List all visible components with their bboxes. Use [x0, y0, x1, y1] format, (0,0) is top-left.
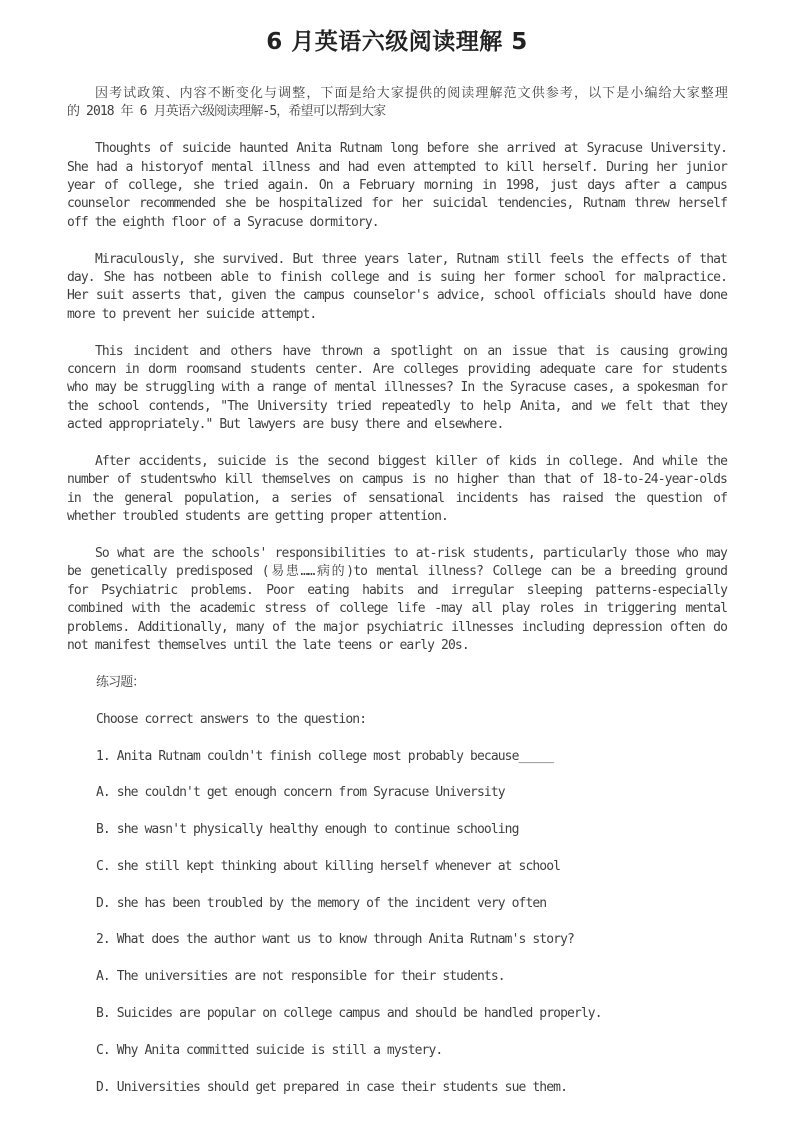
- article-paragraph-5: [67, 545, 727, 655]
- text-line: acted appropriately." But lawyers are busy there and elsewhere.: [67, 417, 504, 433]
- text-line: counselor recommended she be hospitalized for her suicidal tendencies, Rutnam threw herself: [67, 196, 727, 212]
- text-line: off the eighth floor of a Syracuse dormitory.: [67, 214, 379, 230]
- question-1-option-a: A. she couldn't get enough concern from Syracuse University: [96, 785, 505, 801]
- page-title: 6 月英语六级阅读理解 5: [266, 29, 528, 55]
- question-2-option-a: A. The universities are not responsible for their students.: [96, 969, 505, 985]
- text-line: be genetically predisposed (易患……病的)to mental illness? College can be a breeding ground: [67, 564, 727, 580]
- text-line: She had a historyof mental illness and had even attempted to kill herself. During her junior: [67, 159, 727, 175]
- text-line: in the general population, a series of sensational incidents has raised the question of: [67, 490, 727, 506]
- question-2-option-d: D. Universities should get prepared in case their students sue them.: [96, 1079, 568, 1095]
- text-line: whether troubled students are getting proper attention.: [67, 509, 448, 525]
- text-line: day. She has notbeen able to finish college and is suing her former school for malpractice.: [67, 270, 727, 286]
- question-2-stem: 2. What does the author want us to know through Anita Rutnam's story?: [96, 932, 574, 948]
- text-line: This incident and others have thrown a spotlight on an issue that is causing growing: [95, 343, 727, 359]
- text-line: So what are the schools' responsibilities to at-risk students, particularly those who may: [95, 546, 727, 562]
- text-line: Miraculously, she survived. But three years later, Rutnam still feels the effects of that: [95, 251, 727, 267]
- text-line: number of studentswho kill themselves on campus is no higher than that of 18-to-24-year-olds: [67, 472, 727, 488]
- question-1-stem: 1. Anita Rutnam couldn't finish college most probably because_____: [96, 748, 554, 764]
- text-line: more to prevent her suicide attempt.: [67, 306, 317, 322]
- exercise-section-label: 练习题：: [96, 674, 145, 690]
- text-line: year of college, she tried again. On a February morning in 1998, just days after a campus: [67, 178, 727, 194]
- text-line: After accidents, suicide is the second biggest killer of kids in college. And while the: [95, 454, 727, 470]
- question-2-option-b: B. Suicides are popular on college campus and should be handled properly.: [96, 1006, 602, 1022]
- text-line: not manifest themselves until the late teens or early 20s.: [67, 638, 469, 654]
- intro-paragraph: [67, 85, 727, 122]
- text-line: combined with the academic stress of college life -may all play roles in triggering mental: [67, 601, 727, 617]
- text-line: problems. Additionally, many of the major psychiatric illnesses including depression often do: [67, 619, 727, 635]
- text-line: Her suit asserts that, given the campus counselor's advice, school officials should have done: [67, 288, 727, 304]
- text-line: 的 2018 年 6 月英语六级阅读理解-5，希望可以帮到大家: [67, 104, 386, 120]
- question-1-option-c: C. she still kept thinking about killing herself whenever at school: [96, 858, 561, 874]
- text-line: for Psychiatric problems. Poor eating habits and irregular sleeping patterns-especially: [67, 582, 727, 598]
- text-line: concern in dorm roomsand students center. Are colleges providing adequate care for students: [67, 362, 727, 378]
- article-paragraph-3: [67, 343, 727, 435]
- text-line: who may be struggling with a range of mental illnesses? In the Syracuse cases, a spokesman for: [67, 380, 727, 396]
- question-1-option-b: B. she wasn't physically healthy enough to continue schooling: [96, 822, 519, 838]
- article-paragraph-2: [67, 251, 727, 325]
- text-line: 因考试政策、内容不断变化与调整，下面是给大家提供的阅读理解范文供参考，以下是小编给大家整理: [95, 86, 727, 101]
- question-1-option-d: D. she has been troubled by the memory of the incident very often: [96, 895, 547, 911]
- question-2-option-c: C. Why Anita committed suicide is still a mystery.: [96, 1042, 443, 1058]
- article-paragraph-1: [67, 140, 727, 232]
- text-line: Thoughts of suicide haunted Anita Rutnam long before she arrived at Syracuse University.: [95, 141, 727, 157]
- text-line: the school contends, "The University tried repeatedly to help Anita, and we felt that they: [67, 398, 727, 414]
- article-paragraph-4: [67, 453, 727, 527]
- exercise-instruction: Choose correct answers to the question:: [96, 711, 367, 727]
